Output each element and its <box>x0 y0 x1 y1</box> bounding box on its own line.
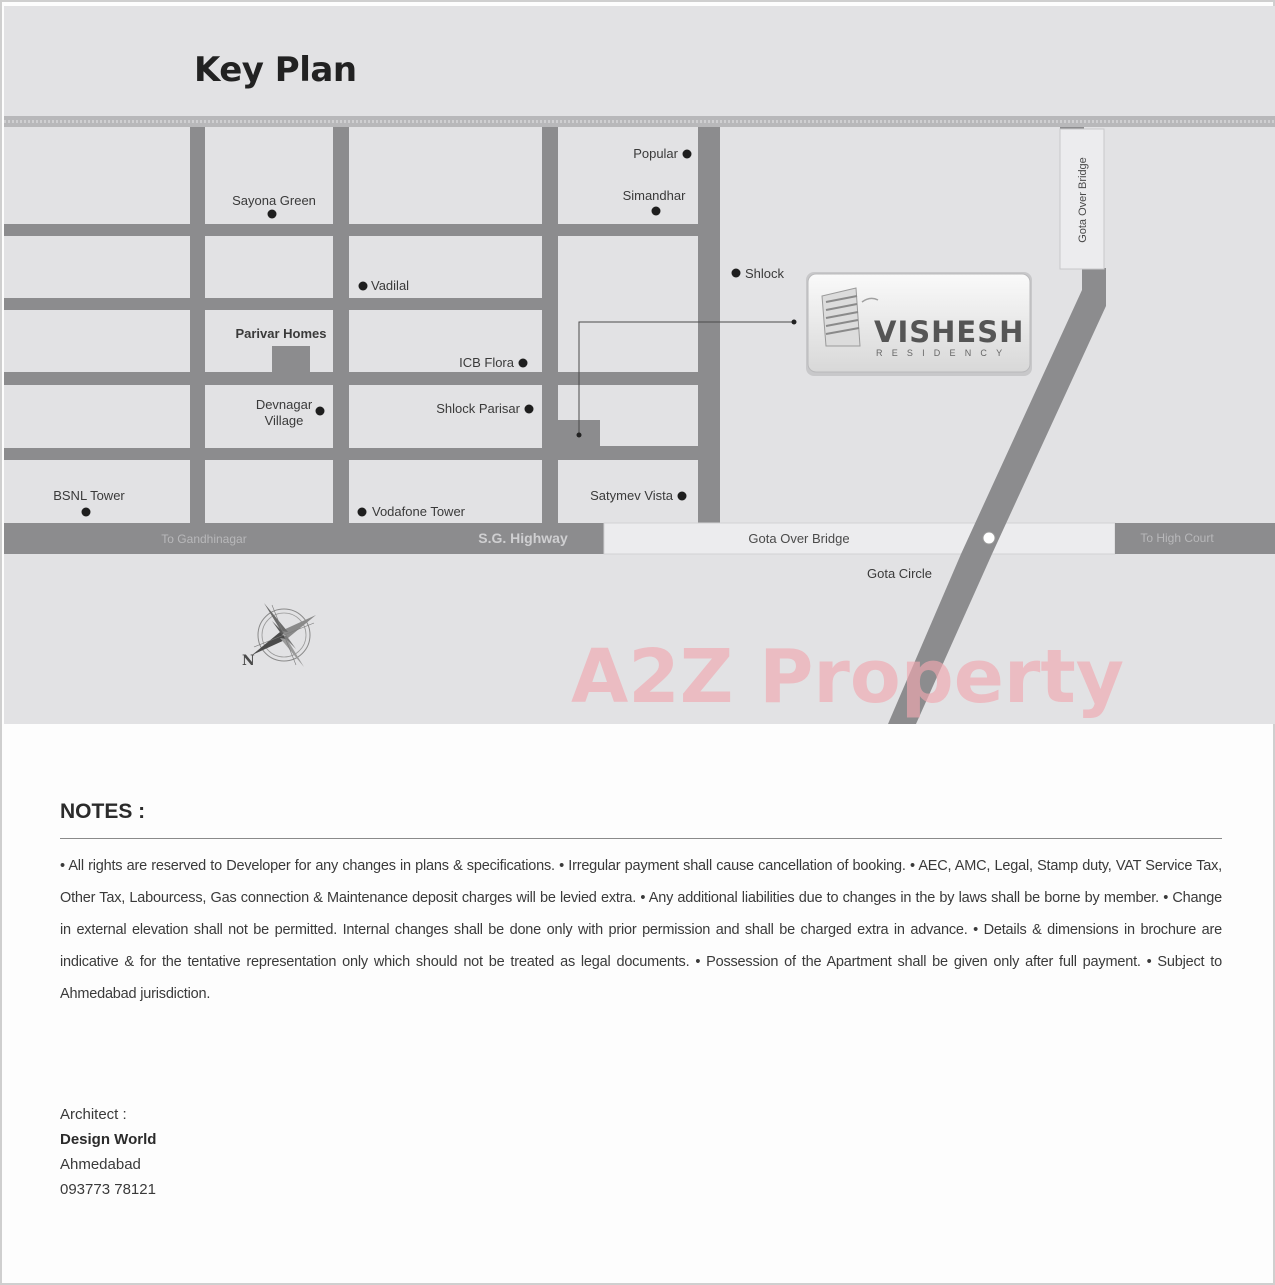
label-satymev-vista: Satymev Vista <box>590 488 673 503</box>
marker-vadilal <box>359 282 368 291</box>
label-vodafone-tower: Vodafone Tower <box>372 504 465 519</box>
marker-vodafone-tower <box>358 508 367 517</box>
architect-firm: Design World <box>60 1131 157 1148</box>
label-gota-over-bridge: Gota Over Bridge <box>748 531 850 546</box>
logo-name: VISHESH <box>874 315 1025 349</box>
label-shlock-parisar: Shlock Parisar <box>436 401 520 416</box>
label-parivar-homes: Parivar Homes <box>235 326 327 341</box>
marker-simandhar <box>652 207 661 216</box>
architect-phone: 093773 78121 <box>60 1181 156 1198</box>
marker-shlock <box>732 269 741 278</box>
marker-bsnl-tower <box>82 508 91 517</box>
key-plan-title: Key Plan <box>194 50 357 90</box>
parivar-homes-plot <box>272 346 310 373</box>
map-canvas <box>4 6 1275 724</box>
marker-icb-flora <box>519 359 528 368</box>
notes-divider <box>60 838 1222 839</box>
marker-sayona-green <box>268 210 277 219</box>
marker-devnagar-village <box>316 407 325 416</box>
architect-city: Ahmedabad <box>60 1156 141 1173</box>
marker-shlock-parisar <box>525 405 534 414</box>
label-gota-over-bridge-vertical: Gota Over Bridge <box>1077 157 1089 243</box>
compass-rose-icon <box>242 603 316 669</box>
label-sg-highway: S.G. Highway <box>478 530 568 546</box>
label-popular: Popular <box>633 146 678 161</box>
label-simandhar: Simandhar <box>622 188 686 203</box>
notes-text: • All rights are reserved to Developer for any changes in plans & specifications. • Irregular payment shall cause cancellation of booking. • AEC, AMC, Legal, Stamp duty, VAT Service Tax, Other Tax, Labourcess, Gas connection & Maintenance deposit charges will be levied extra. • Any additional liabilities due to changes in the by laws shall be borne by member. • Change in external elevation shall not be permitted. Internal changes shall be done only with prior permission and shall be charged extra in advance. • Details & dimensions in brochure are indicative & for the tentative representation only which should not be treated as legal documents. • Possession of the Apartment shall be given only after full payment. • Subject to Ahmedabad jurisdiction. <box>60 858 1222 1002</box>
place-markers <box>53 146 932 581</box>
architect-block <box>60 1102 156 1202</box>
vishesh-residency-logo <box>806 272 1032 376</box>
logo-subtitle: RESIDENCY <box>876 348 1012 358</box>
label-gota-circle: Gota Circle <box>867 566 933 581</box>
label-bsnl-tower: BSNL Tower <box>53 488 125 503</box>
label-sayona-green: Sayona Green <box>232 193 316 208</box>
watermark-logo: A2Z Property <box>571 634 1125 720</box>
label-village: Village <box>264 413 304 428</box>
gota-circle-marker <box>983 532 995 544</box>
notes-title: NOTES : <box>60 800 146 823</box>
gota-over-bridge-road <box>604 523 1115 554</box>
compass-north-label: N <box>242 653 255 669</box>
key-plan-map <box>4 6 1275 724</box>
street-grid <box>4 127 720 523</box>
marker-popular <box>683 150 692 159</box>
label-shlock: Shlock <box>745 266 785 281</box>
label-to-gandhinagar: To Gandhinagar <box>161 532 247 546</box>
label-icb-flora: ICB Flora <box>459 355 514 370</box>
label-devnagar: Devnagar <box>255 397 313 412</box>
label-to-high-court: To High Court <box>1140 531 1214 545</box>
marker-satymev-vista <box>678 492 687 501</box>
architect-label: Architect : <box>60 1106 127 1123</box>
label-vadilal: Vadilal <box>371 278 410 293</box>
